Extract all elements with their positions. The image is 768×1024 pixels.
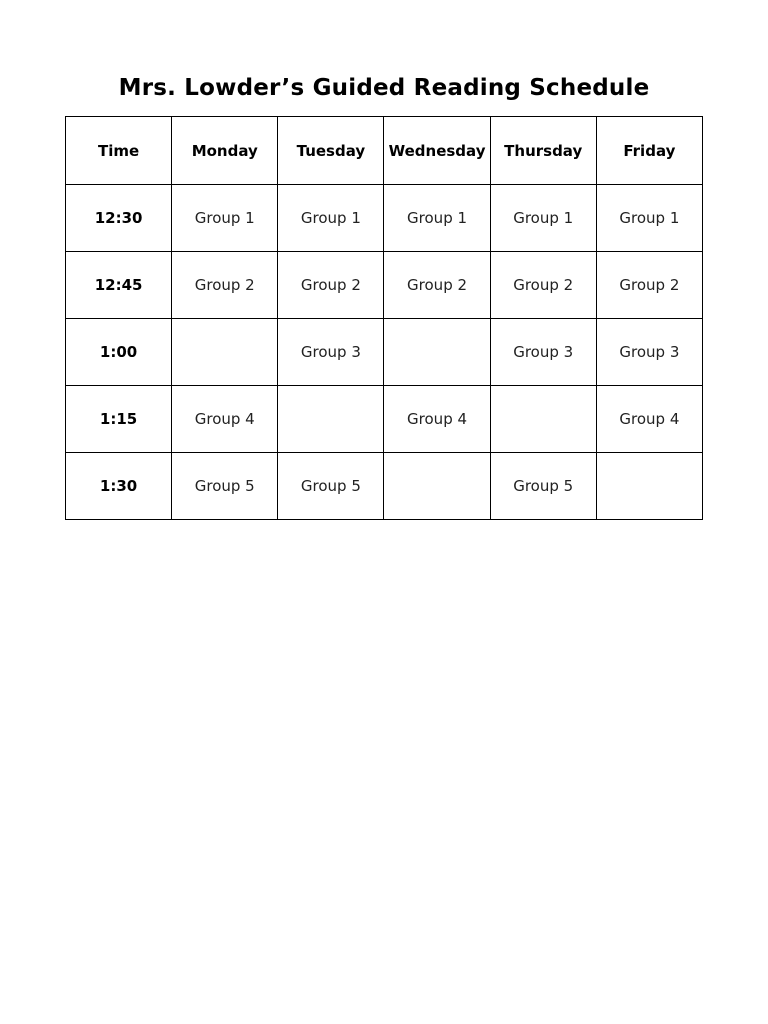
schedule-cell: Group 1 — [278, 185, 384, 252]
schedule-cell: Group 3 — [490, 319, 596, 386]
schedule-cell: Group 2 — [596, 252, 702, 319]
table-row — [66, 453, 703, 520]
schedule-cell: Group 1 — [384, 185, 490, 252]
page-title: Mrs. Lowder’s Guided Reading Schedule — [118, 75, 650, 101]
schedule-cell: Group 4 — [596, 386, 702, 453]
header-friday: Friday — [596, 117, 702, 185]
table-row — [66, 319, 703, 386]
table-row — [66, 185, 703, 252]
header-time: Time — [66, 117, 172, 185]
schedule-cell: Group 3 — [278, 319, 384, 386]
header-wednesday: Wednesday — [384, 117, 490, 185]
time-cell: 12:45 — [66, 252, 172, 319]
schedule-cell — [384, 319, 490, 386]
schedule-cell: Group 3 — [596, 319, 702, 386]
schedule-cell — [384, 453, 490, 520]
schedule-cell: Group 2 — [384, 252, 490, 319]
header-row — [66, 117, 703, 185]
header-monday: Monday — [172, 117, 278, 185]
time-cell: 1:00 — [66, 319, 172, 386]
schedule-cell: Group 2 — [172, 252, 278, 319]
schedule-cell: Group 2 — [490, 252, 596, 319]
schedule-cell: Group 5 — [490, 453, 596, 520]
schedule-cell: Group 2 — [278, 252, 384, 319]
time-cell: 1:30 — [66, 453, 172, 520]
time-cell: 1:15 — [66, 386, 172, 453]
schedule-cell — [596, 453, 702, 520]
schedule-cell: Group 1 — [596, 185, 702, 252]
schedule-cell: Group 4 — [172, 386, 278, 453]
time-cell: 12:30 — [66, 185, 172, 252]
header-tuesday: Tuesday — [278, 117, 384, 185]
schedule-cell: Group 5 — [172, 453, 278, 520]
header-thursday: Thursday — [490, 117, 596, 185]
schedule-table — [65, 116, 703, 520]
schedule-cell — [278, 386, 384, 453]
table-row — [66, 252, 703, 319]
schedule-cell: Group 1 — [490, 185, 596, 252]
table-row — [66, 386, 703, 453]
schedule-cell — [490, 386, 596, 453]
schedule-cell — [172, 319, 278, 386]
schedule-cell: Group 1 — [172, 185, 278, 252]
schedule-cell: Group 4 — [384, 386, 490, 453]
schedule-cell: Group 5 — [278, 453, 384, 520]
